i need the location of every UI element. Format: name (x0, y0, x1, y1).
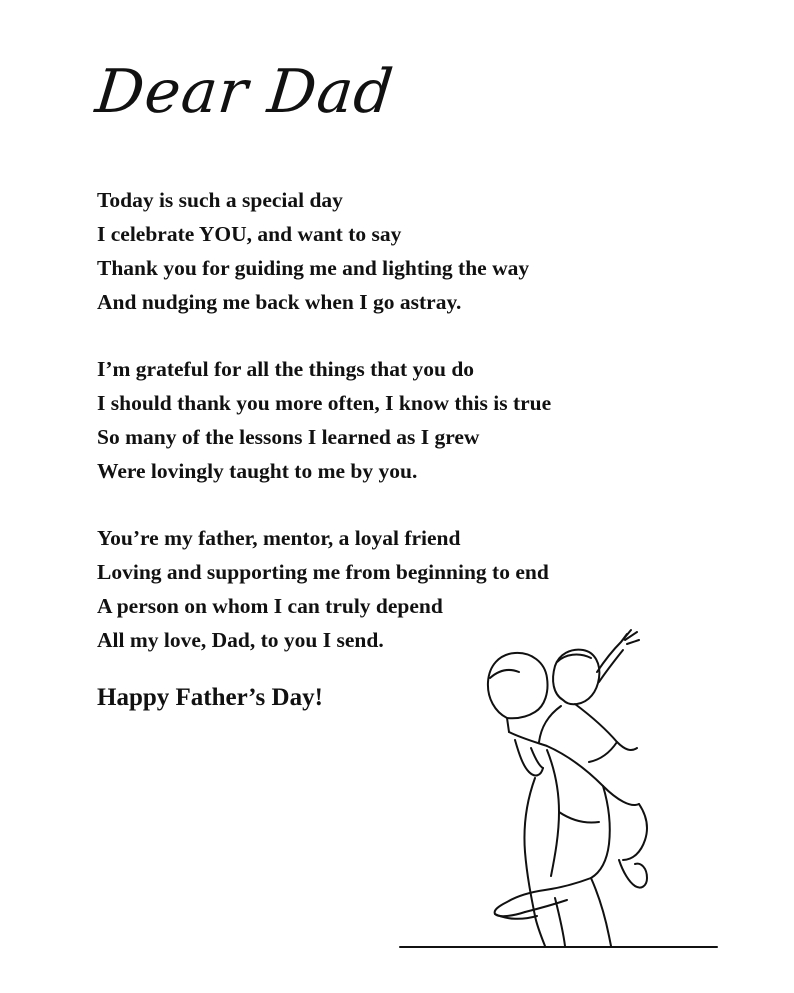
father-piggyback-child-line-art-icon (395, 620, 725, 955)
stanza-2 (97, 352, 617, 488)
poem-line: All my love, Dad, to you I send. (97, 628, 384, 652)
stanza-1 (97, 183, 617, 319)
poem-line: Loving and supporting me from beginning to end (97, 560, 549, 584)
poem-line: I’m grateful for all the things that you do (97, 357, 475, 381)
closing-greeting: Happy Father’s Day! (97, 684, 323, 711)
poem-line: A person on whom I can truly depend (97, 594, 443, 618)
poem (97, 183, 617, 690)
poem-line: So many of the lessons I learned as I grew (97, 425, 480, 449)
page-title: Dear Dad (92, 57, 398, 127)
father-head (488, 653, 548, 718)
child-arm-raised (597, 630, 639, 672)
poem-line: And nudging me back when I go astray. (97, 290, 462, 314)
poem-line: You’re my father, mentor, a loyal friend (97, 526, 461, 550)
poem-line: Thank you for guiding me and lighting the way (97, 256, 530, 280)
child-head (553, 650, 599, 705)
poem-line: I should thank you more often, I know this is true (97, 391, 552, 415)
poem-line: Today is such a special day (97, 188, 343, 212)
poem-line: Were lovingly taught to me by you. (97, 459, 418, 483)
poem-line: I celebrate YOU, and want to say (97, 222, 402, 246)
